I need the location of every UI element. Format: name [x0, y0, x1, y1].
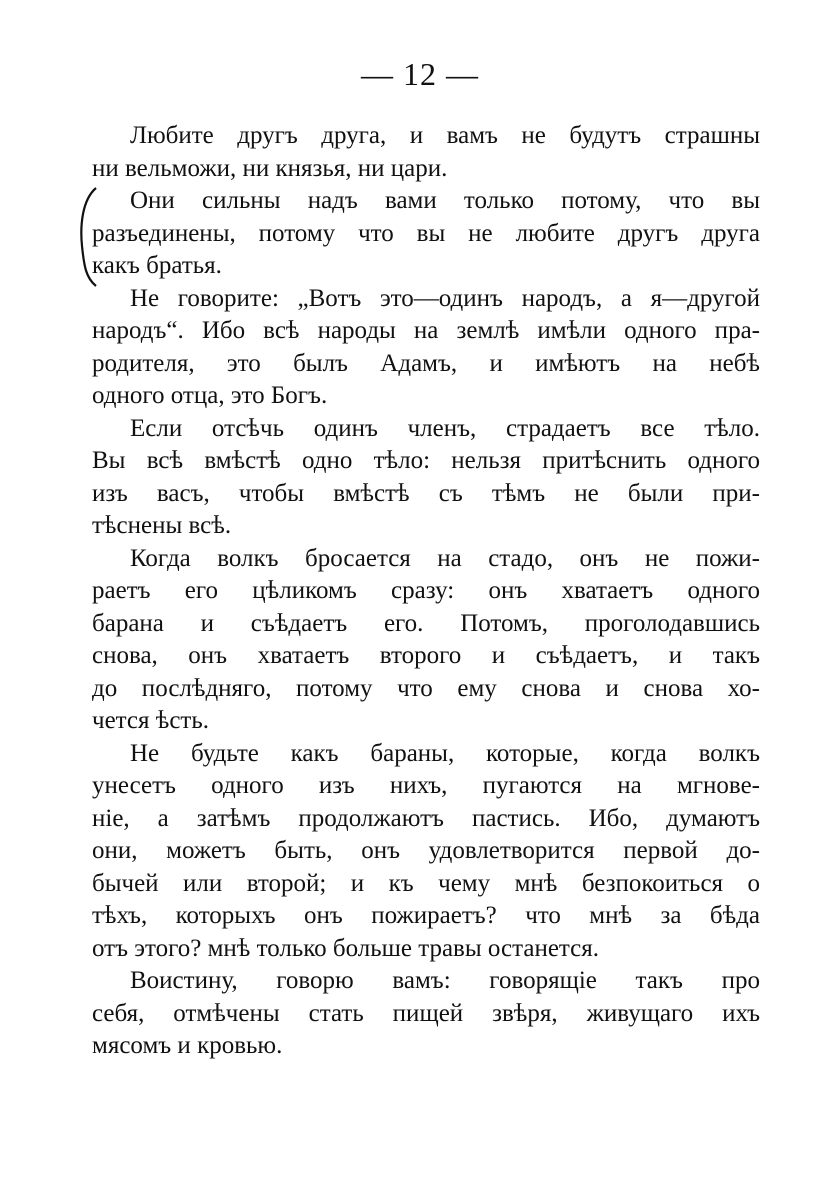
- text-line: тѣснены всѣ.: [92, 512, 232, 539]
- text-line: унесетъ одного изъ нихъ, пугаются на мгнове-: [92, 772, 760, 799]
- text-line: какъ братья.: [92, 252, 222, 279]
- text-line: разъединены, потому что вы не любите другъ друга: [92, 219, 760, 247]
- text-line: ни вельможи, ни князья, ни цари.: [92, 154, 448, 182]
- text-line: снова, онъ хватаетъ второго и съѣдаетъ, и такъ: [92, 642, 760, 669]
- paragraph: [92, 413, 760, 543]
- text-line: раетъ его цѣликомъ сразу: онъ хватаетъ одного: [92, 577, 760, 604]
- text-line: родителя, это былъ Адамъ, и имѣютъ на небѣ: [92, 349, 760, 377]
- text-line: Когда волкъ бросается на стадо, онъ не пожи-: [130, 544, 760, 572]
- text-line: Любите другъ друга, и вамъ не будутъ страшны: [130, 122, 760, 149]
- text-line: тѣхъ, которыхъ онъ пожираетъ? что мнѣ за бѣда: [92, 902, 760, 929]
- text-line: изъ васъ, чтобы вмѣстѣ съ тѣмъ не были при-: [92, 479, 760, 507]
- text-line: себя, отмѣчены стать пищей звѣря, живущаго ихъ: [92, 999, 760, 1027]
- text-line: Воистину, говорю вамъ: говорящіе такъ про: [130, 967, 760, 994]
- page-text: [92, 120, 760, 1063]
- text-line: Не говорите: „Вотъ это—одинъ народъ, а я—другой: [130, 284, 760, 312]
- text-line: Вы всѣ вмѣстѣ одно тѣло: нельзя притѣснить одного: [92, 447, 760, 474]
- text-line: мясомъ и кровью.: [92, 1032, 283, 1059]
- text-line: одного отца, это Богъ.: [92, 382, 328, 409]
- page-number: — 12 —: [361, 56, 479, 92]
- paragraph: [92, 185, 760, 283]
- text-line: Они сильны надъ вами только потому, что вы: [130, 187, 760, 214]
- text-line: Если отсѣчь одинъ членъ, страдаетъ все тѣло.: [130, 414, 760, 442]
- text-line: чется ѣсть.: [92, 707, 209, 734]
- text-line: ніе, а затѣмъ продолжаютъ пастись. Ибо, думаютъ: [92, 804, 760, 832]
- paragraph: [92, 120, 760, 185]
- text-line: бычей или второй; и къ чему мнѣ безпокоиться о: [92, 869, 760, 897]
- paragraph: [92, 283, 760, 413]
- paragraph: [92, 543, 760, 738]
- paragraph: [92, 965, 760, 1063]
- text-line: до послѣдняго, потому что ему снова и снова хо-: [92, 674, 760, 702]
- text-line: барана и съѣдаетъ его. Потомъ, проголодавшись: [92, 609, 760, 637]
- text-line: отъ этого? мнѣ только больше травы останется.: [92, 934, 600, 962]
- text-line: Не будьте какъ бараны, которые, когда волкъ: [130, 739, 760, 767]
- text-line: они, можетъ быть, онъ удовлетворится первой до-: [92, 837, 760, 864]
- paragraph: [92, 738, 760, 966]
- text-line: народъ“. Ибо всѣ народы на землѣ имѣли одного пра-: [92, 317, 760, 344]
